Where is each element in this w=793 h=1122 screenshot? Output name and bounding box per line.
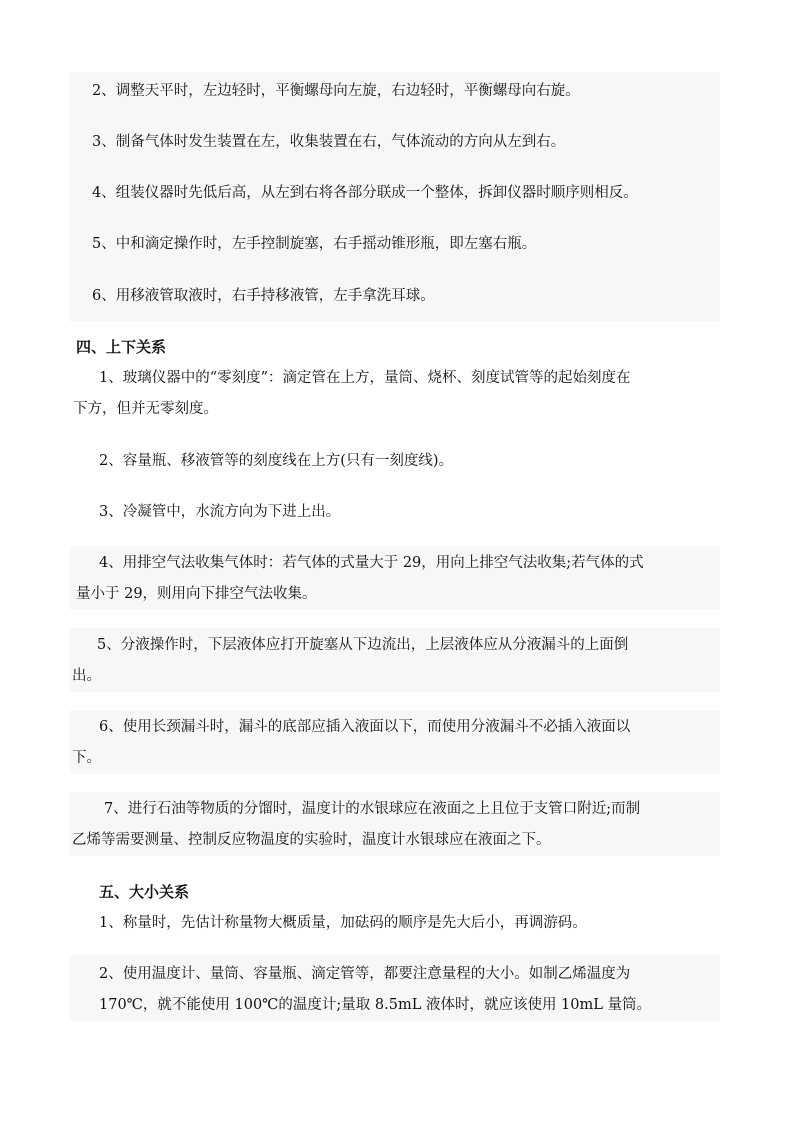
section5-heading: 五、大小关系	[99, 883, 190, 901]
section4-item6-line2: 下。	[72, 750, 101, 766]
section4-item6-line1: 6、使用长颈漏斗时，漏斗的底部应插入液面以下，而使用分液漏斗不必插入液面以	[99, 719, 631, 735]
section4-item3: 3、冷凝管中，水流方向为下进上出。	[99, 504, 341, 520]
section4-item1-line2: 下方，但并无零刻度。	[73, 401, 218, 417]
section4-item5-line1: 5、分液操作时，下层液体应打开旋塞从下边流出，上层液体应从分液漏斗的上面倒	[97, 637, 629, 653]
section5-item2-line1: 2、使用温度计、量筒、容量瓶、滴定管等，都要注意量程的大小。如制乙烯温度为	[99, 966, 631, 982]
section4-item5-line2: 出。	[72, 668, 101, 684]
section3-item-5: 5、中和滴定操作时，左手控制旋塞，右手摇动锥形瓶，即左塞右瓶。	[92, 236, 537, 252]
section5-item2-line2: 170℃，就不能使用 100℃的温度计;量取 8.5mL 液体时，就应该使用 10mL 量筒。	[99, 997, 651, 1013]
section3-item-2: 2、调整天平时，左边轻时，平衡螺母向左旋，右边轻时，平衡螺母向右旋。	[92, 83, 580, 99]
section5-item1: 1、称量时，先估计称量物大概质量，加砝码的顺序是先大后小，再调游码。	[99, 915, 587, 931]
section4-item7-line1: 7、进行石油等物质的分馏时，温度计的水银球应在液面之上且位于支管口附近;而制	[104, 801, 641, 817]
section4-item1-line1: 1、玻璃仪器中的“零刻度”：滴定管在上方，量筒、烧杯、刻度试管等的起始刻度在	[99, 370, 631, 386]
section3-item-3: 3、制备气体时发生装置在左，收集装置在右，气体流动的方向从左到右。	[92, 134, 566, 150]
section4-item4-line2: 量小于 29，则用向下排空气法收集。	[76, 586, 317, 602]
section4-item7-line2: 乙烯等需要测量、控制反应物温度的实验时，温度计水银球应在液面之下。	[72, 832, 551, 848]
section4-item2: 2、容量瓶、移液管等的刻度线在上方(只有一刻度线)。	[99, 453, 454, 469]
section4-item4-line1: 4、用排空气法收集气体时：若气体的式量大于 29，用向上排空气法收集;若气体的式	[99, 555, 644, 571]
section3-item-6: 6、用移液管取液时，右手持移液管，左手拿洗耳球。	[92, 288, 435, 304]
section3-item-4: 4、组装仪器时先低后高，从左到右将各部分联成一个整体，拆卸仪器时顺序则相反。	[92, 185, 638, 201]
section4-heading: 四、上下关系	[76, 338, 167, 356]
